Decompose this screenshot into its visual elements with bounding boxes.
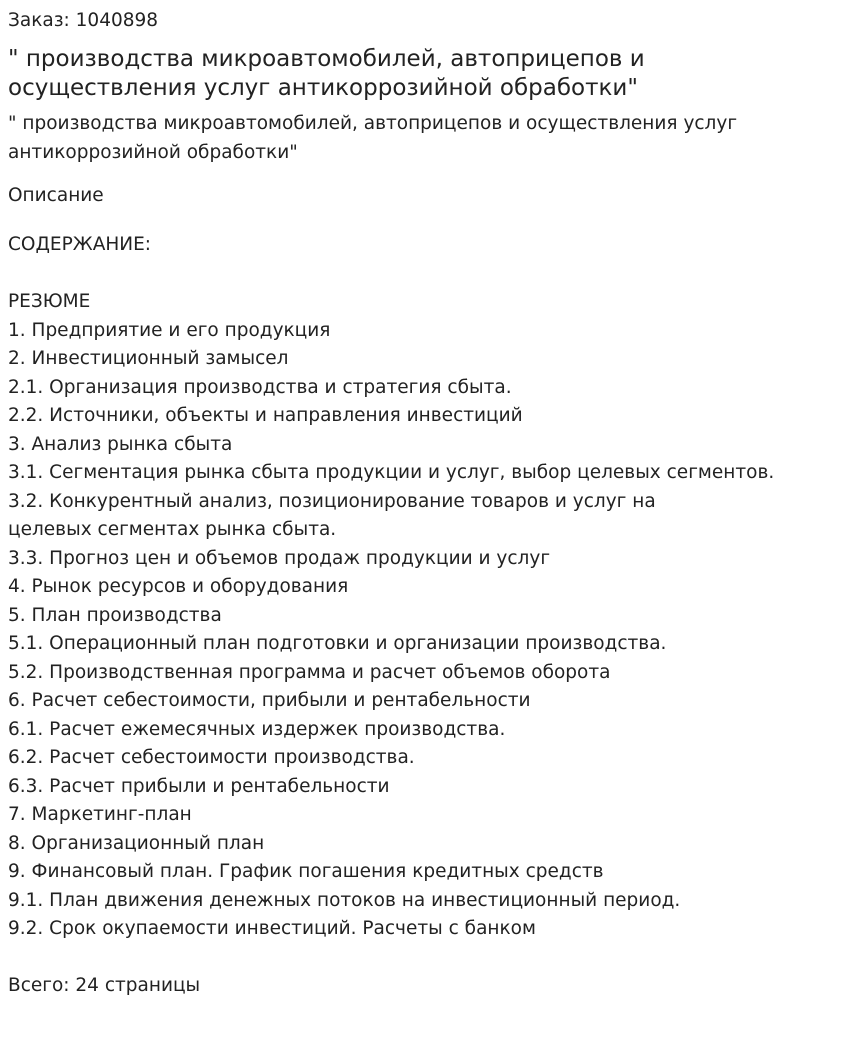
contents-item: 3.1. Сегментация рынка сбыта продукции и услуг, выбор целевых сегментов. [8, 462, 775, 483]
contents-item: 3.3. Прогноз цен и объемов продаж продукции и услуг [8, 547, 551, 569]
contents-item: 6.2. Расчет себестоимости производства. [8, 747, 415, 768]
description-heading: Описание [8, 185, 104, 206]
contents-item: 8. Организационный план [8, 832, 265, 854]
page-title: " производства микроавтомобилей, автоприцепов и осуществления услуг антикоррозийной обработки" [8, 46, 645, 101]
contents-heading: СОДЕРЖАНИЕ: [8, 234, 152, 255]
contents-item: 2.1. Организация производства и стратегия сбыта. [8, 376, 512, 398]
contents-spacer [8, 260, 839, 289]
contents-item: 9. Финансовый план. График погашения кредитных средств [8, 861, 604, 882]
contents-item: 7. Маркетинг-план [8, 804, 192, 825]
contents-item: 6.1. Расчет ежемесячных издержек производства. [8, 718, 506, 740]
page-count: Всего: 24 страницы [8, 975, 201, 996]
contents-resume: РЕЗЮМЕ [8, 291, 91, 312]
contents-item: 1. Предприятие и его продукция [8, 319, 331, 341]
contents-item: 4. Рынок ресурсов и оборудования [8, 576, 349, 597]
contents-item: 9.2. Срок окупаемости инвестиций. Расчеты с банком [8, 918, 536, 939]
contents-item: 6.3. Расчет прибыли и рентабельности [8, 775, 390, 797]
contents-item: 5.2. Производственная программа и расчет объемов оборота [8, 661, 611, 683]
contents-item: 5.1. Операционный план подготовки и организации производства. [8, 633, 667, 654]
contents-item: 2.2. Источники, объекты и направления инвестиций [8, 405, 523, 426]
contents-item: целевых сегментах рынка сбыта. [8, 519, 337, 540]
contents-item: 2. Инвестиционный замысел [8, 348, 289, 369]
order-number: Заказ: 1040898 [8, 10, 159, 31]
contents-item: 3. Анализ рынка сбыта [8, 433, 233, 455]
table-of-contents [8, 231, 839, 1001]
contents-item: 6. Расчет себестоимости, прибыли и рентабельности [8, 690, 531, 711]
contents-item: 9.1. План движения денежных потоков на инвестиционный период. [8, 889, 681, 911]
contents-item: 3.2. Конкурентный анализ, позиционирование товаров и услуг на [8, 490, 656, 512]
contents-item: 5. План производства [8, 604, 222, 626]
contents-spacer [8, 944, 839, 973]
page-subtitle: " производства микроавтомобилей, автоприцепов и осуществления услуг антикоррозийной обработки" [8, 113, 738, 163]
